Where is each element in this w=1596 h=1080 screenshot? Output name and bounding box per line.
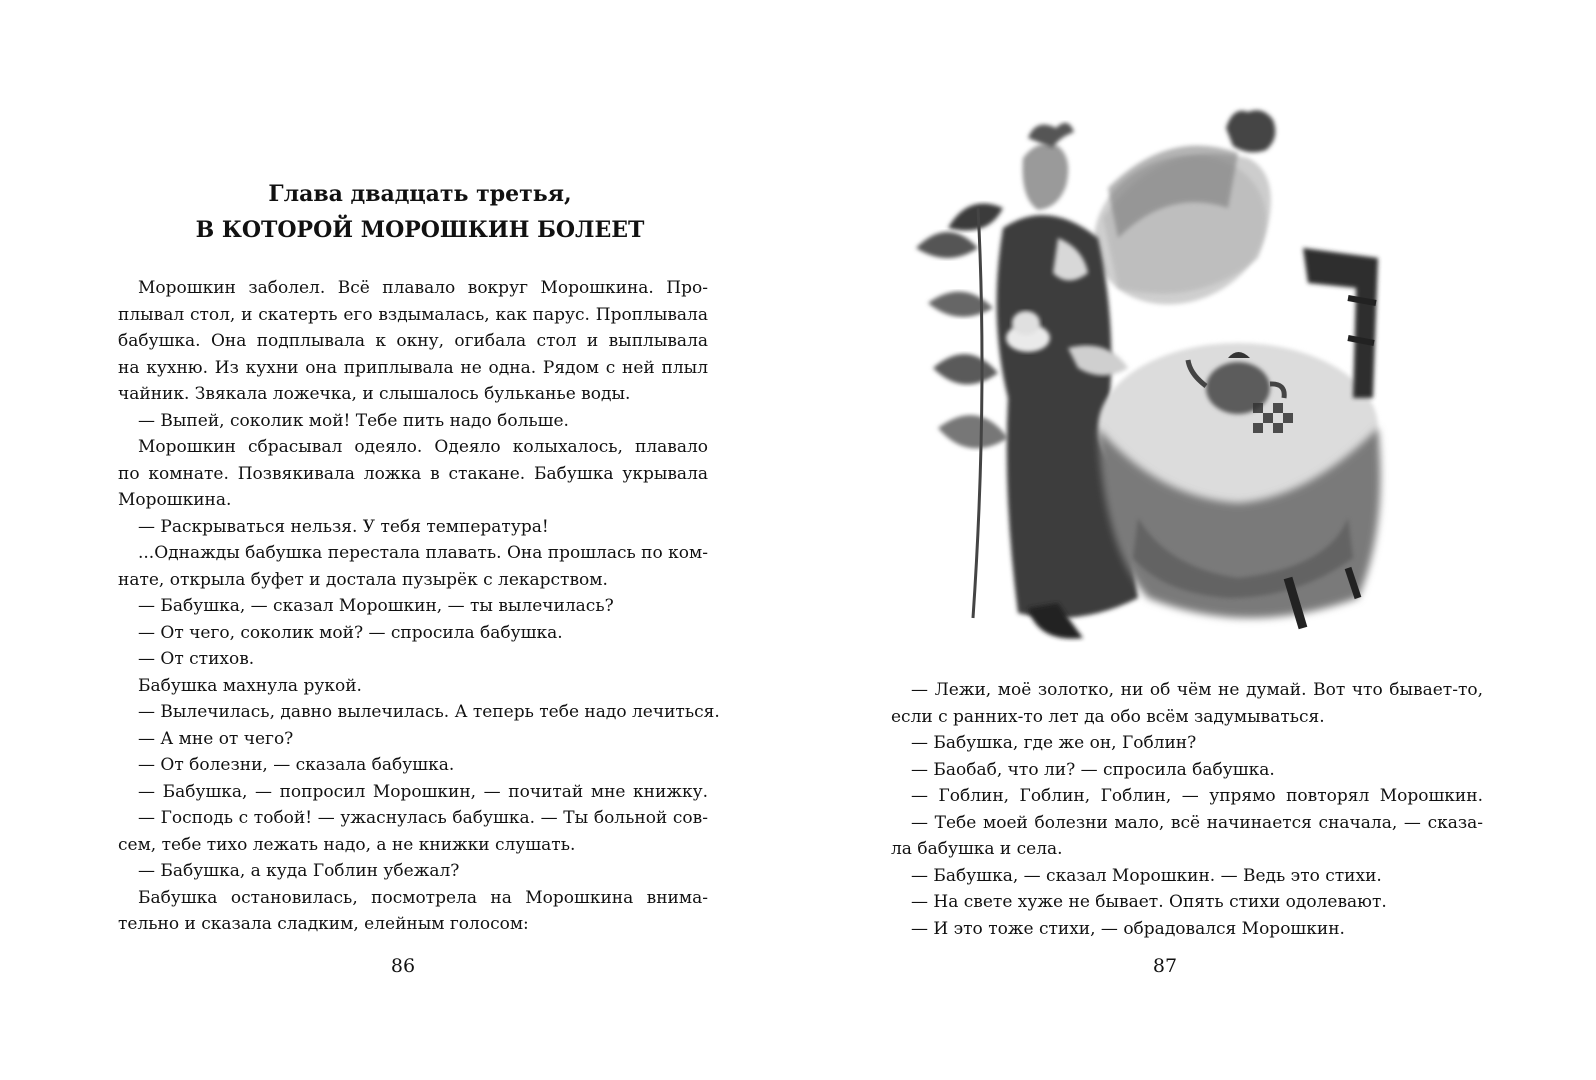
text-line: — Тебе моей болезни мало, всё начинается сначала, — сказа- (911, 812, 1483, 833)
text-line: ла бабушка и села. (891, 839, 1063, 859)
text-line: Морошкина. (118, 490, 232, 510)
text-line: если с ранних-то лет да обо всём задумываться. (891, 706, 1325, 727)
text-line: — И это тоже стихи, — обрадовался Морошкин. (911, 918, 1345, 939)
text-line: — Бабушка, где же он, Гоблин? (911, 733, 1197, 753)
chapter-title-line-2: В КОТОРОЙ МОРОШКИН БОЛЕЕТ (195, 217, 645, 243)
text-line: — От стихов. (138, 649, 255, 669)
page-number-left: 86 (390, 955, 416, 977)
text-line: на кухню. Из кухни она приплывала не одна. Рядом с ней плыл (118, 357, 708, 378)
text-line: — От болезни, — сказала бабушка. (138, 755, 455, 775)
text-line: — Лежи, моё золотко, ни об чём не думай. Вот что бывает-то, (911, 680, 1483, 700)
text-line: Морошкин сбрасывал одеяло. Одеяло колыхалось, плавало (138, 437, 708, 457)
text-line: бабушка. Она подплывала к окну, огибала стол и выплывала (118, 331, 708, 351)
text-line: Бабушка махнула рукой. (138, 675, 362, 696)
text-line: — Бабушка, — сказал Морошкин. — Ведь это стихи. (911, 865, 1382, 886)
text-line: — Раскрываться нельзя. У тебя температура! (138, 516, 549, 537)
text-line: Бабушка остановилась, посмотрела на Морошкина внима- (138, 887, 708, 908)
text-line: чайник. Звякала ложечка, и слышалось бульканье воды. (118, 384, 631, 404)
chapter-title-line-1: Глава двадцать третья, (268, 181, 572, 207)
text-line: — Вылечилась, давно вылечилась. А теперь тебе надо лечиться. (138, 702, 720, 722)
text-line: — Бабушка, — сказал Морошкин, — ты вылечилась? (138, 596, 614, 616)
text-line: Морошкин заболел. Всё плавало вокруг Морошкина. Про- (138, 278, 708, 298)
text-line: — Гоблин, Гоблин, Гоблин, — упрямо повторял Морошкин. (911, 786, 1483, 806)
text-line: — От чего, соколик мой? — спросила бабушка. (138, 622, 563, 643)
grandmother-with-teacup-illustration (908, 98, 1428, 658)
text-line: — Выпей, соколик мой! Тебе пить надо больше. (138, 410, 569, 431)
text-line: сем, тебе тихо лежать надо, а не книжки слушать. (118, 834, 576, 855)
text-line: ...Однажды бабушка перестала плавать. Она прошлась по ком- (138, 543, 708, 563)
text-line: тельно и сказала сладким, елейным голосом: (118, 914, 529, 934)
text-line: — А мне от чего? (138, 728, 294, 749)
text-line: плывал стол, и скатерть его вздымалась, как парус. Проплывала (118, 304, 708, 325)
chapter-title (140, 176, 700, 248)
right-page-body-text (891, 677, 1483, 942)
text-line: — Баобаб, что ли? — спросила бабушка. (911, 759, 1275, 780)
text-line: — На свете хуже не бывает. Опять стихи одолевают. (911, 892, 1387, 912)
text-line: — Господь с тобой! — ужаснулась бабушка. — Ты больной сов- (138, 808, 708, 828)
text-line: по комнате. Позвякивала ложка в стакане. Бабушка укрывала (118, 463, 708, 484)
page-number-right: 87 (1152, 955, 1178, 977)
text-line: нате, открыла буфет и достала пузырёк с лекарством. (118, 569, 608, 590)
text-line: — Бабушка, — попросил Морошкин, — почитай мне книжку. (138, 781, 708, 802)
text-line: — Бабушка, а куда Гоблин убежал? (138, 861, 460, 881)
right-page (798, 0, 1596, 1080)
left-page-body-text (118, 275, 720, 938)
